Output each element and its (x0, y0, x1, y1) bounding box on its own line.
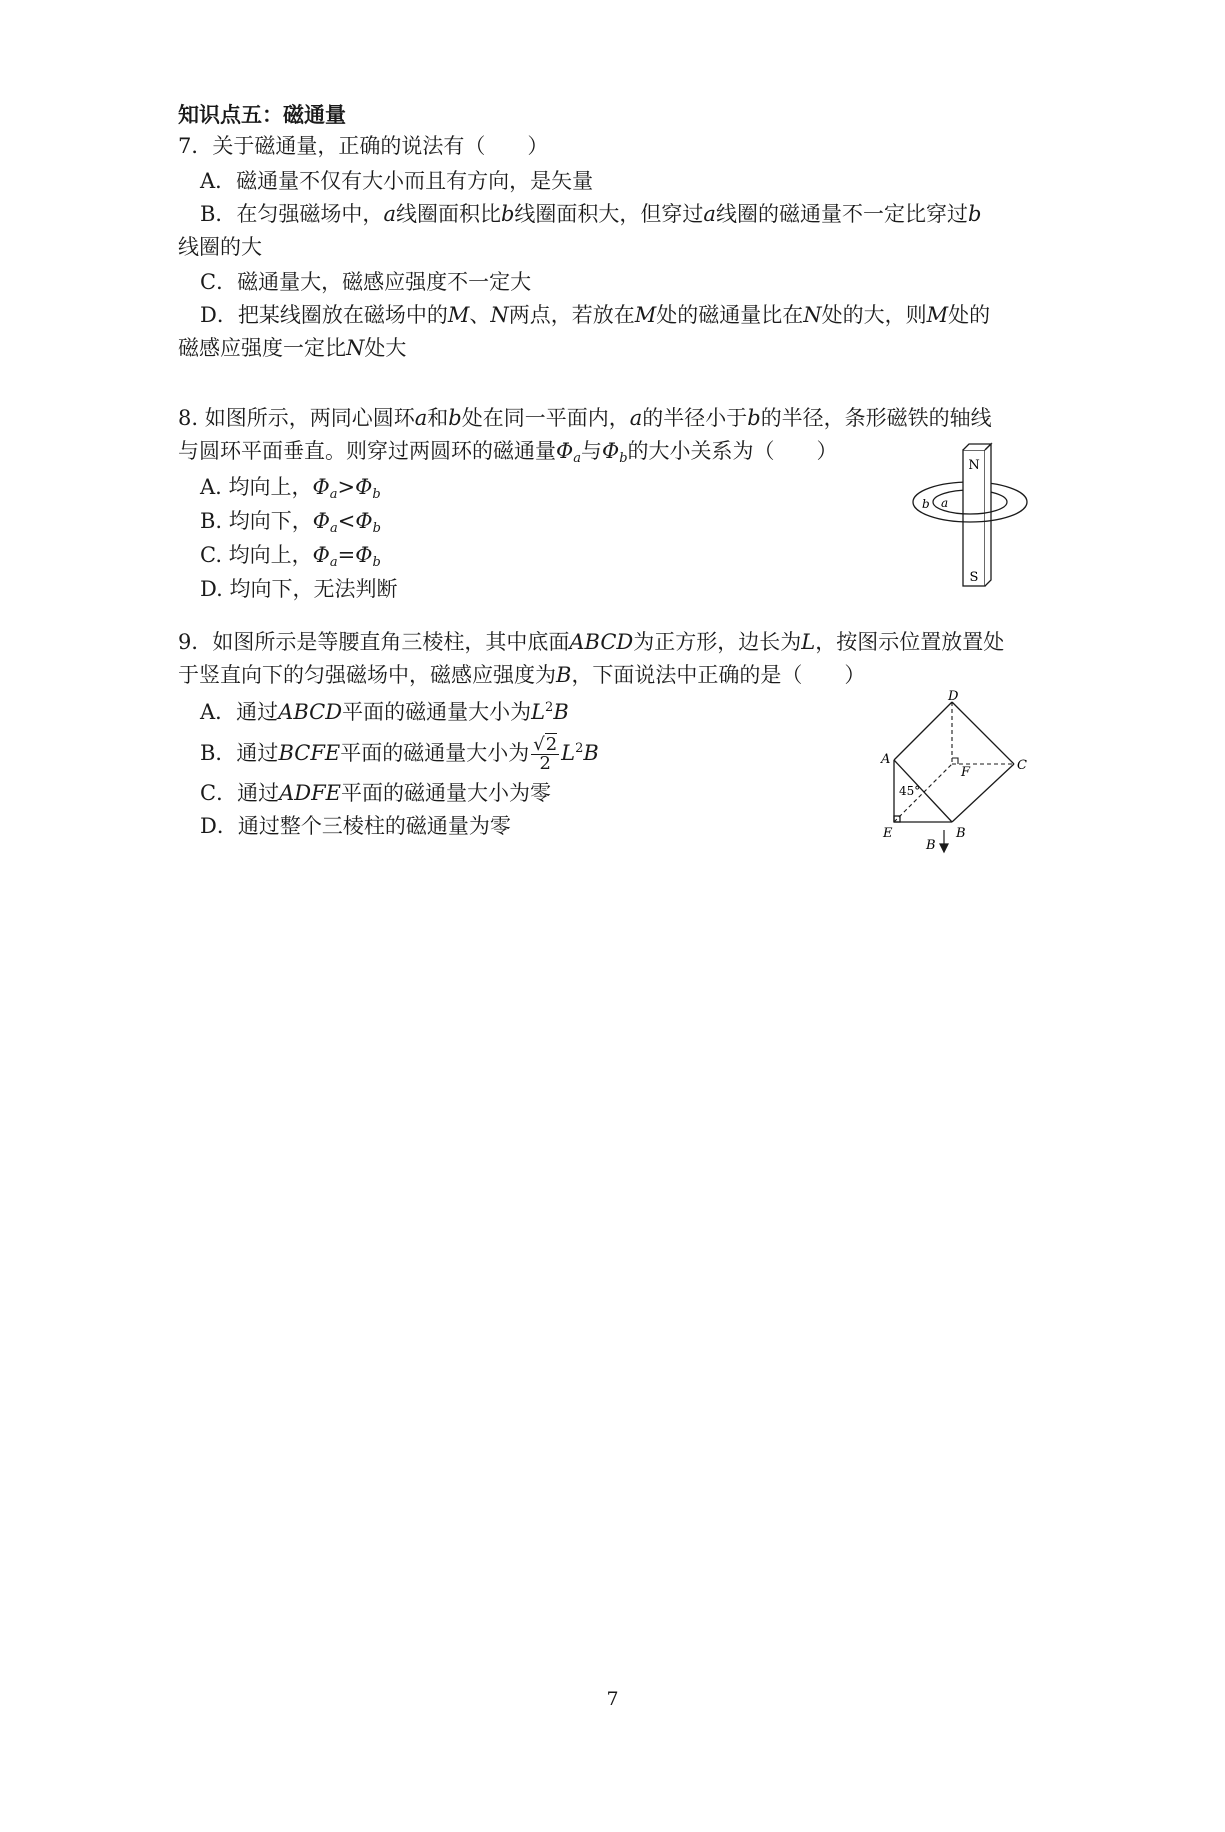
q7-option-c: C．磁通量大，磁感应强度不一定大 (200, 270, 532, 294)
q7-stem: 7．关于磁通量，正确的说法有（ ） (178, 134, 549, 158)
vertex-a-label: A (881, 752, 891, 767)
q7-option-d-line2: 磁感应强度一定比N处大 (178, 336, 407, 360)
q9-option-a: A．通过ABCD平面的磁通量大小为$L^2B$ (200, 700, 569, 724)
vertex-b-label: B (956, 826, 966, 841)
vertex-d-label: D (948, 690, 959, 704)
vertex-f-label: F (961, 765, 971, 780)
vertex-e-label: E (883, 826, 893, 841)
magnet-north-label: N (968, 458, 980, 473)
q9-prism-figure (880, 690, 1040, 860)
q9-stem-line2: 于竖直向下的匀强磁场中，磁感应强度为B，下面说法中正确的是（ ） (178, 663, 866, 687)
page-number: 7 (606, 1688, 619, 1710)
q8-stem-line1: 8. 如图所示，两同心圆环a和b处在同一平面内，a的半径小于b的半径，条形磁铁的轴线 (178, 406, 992, 430)
q9-stem-line1: 9．如图所示是等腰直角三棱柱，其中底面ABCD为正方形，边长为L，按图示位置放置处 (178, 630, 1005, 654)
q9-option-d: D．通过整个三棱柱的磁通量为零 (200, 814, 511, 838)
ring-b-label: b (922, 497, 930, 511)
q8-magnet-figure (905, 440, 1035, 590)
field-b-label: B (926, 838, 936, 853)
q7-option-d-line1: D．把某线圈放在磁场中的M、N两点，若放在M处的磁通量比在N处的大，则M处的 (200, 303, 991, 327)
q8-option-b: B. 均向下，$\Phi_a<\Phi_b$ (200, 509, 381, 536)
q8-stem-line2: 与圆环平面垂直。则穿过两圆环的磁通量$\Phi_a$与$\Phi_b$的大小关系为（ ） (178, 439, 838, 466)
q7-option-b-line2: 线圈的大 (178, 235, 262, 259)
vertex-c-label: C (1017, 758, 1027, 773)
q7-option-b-line1: B．在匀强磁场中，a线圈面积比b线圈面积大，但穿过a线圈的磁通量不一定比穿过b (200, 202, 982, 226)
q8-option-c: C. 均向上，$\Phi_a=\Phi_b$ (200, 543, 381, 570)
ring-a-label: a (941, 496, 949, 510)
sqrt2-over-2-fraction: $\frac{√2}{2}$ (533, 734, 558, 774)
angle-45-label: 45° (899, 784, 921, 798)
q8-option-d: D. 均向下，无法判断 (200, 577, 398, 601)
magnet-south-label: S (969, 570, 979, 585)
q9-option-b: B．通过BCFE平面的磁通量大小为 $\frac{√2}{2}$ $L^2B$ (200, 734, 599, 774)
magnet-side-face (985, 444, 991, 586)
q9-option-c: C．通过ADFE平面的磁通量大小为零 (200, 781, 551, 805)
q8-option-a: A. 均向上，$\Phi_a>\Phi_b$ (200, 475, 381, 502)
q7-option-a: A．磁通量不仅有大小而且有方向，是矢量 (200, 169, 594, 193)
section-heading: 知识点五：磁通量 (178, 103, 346, 127)
